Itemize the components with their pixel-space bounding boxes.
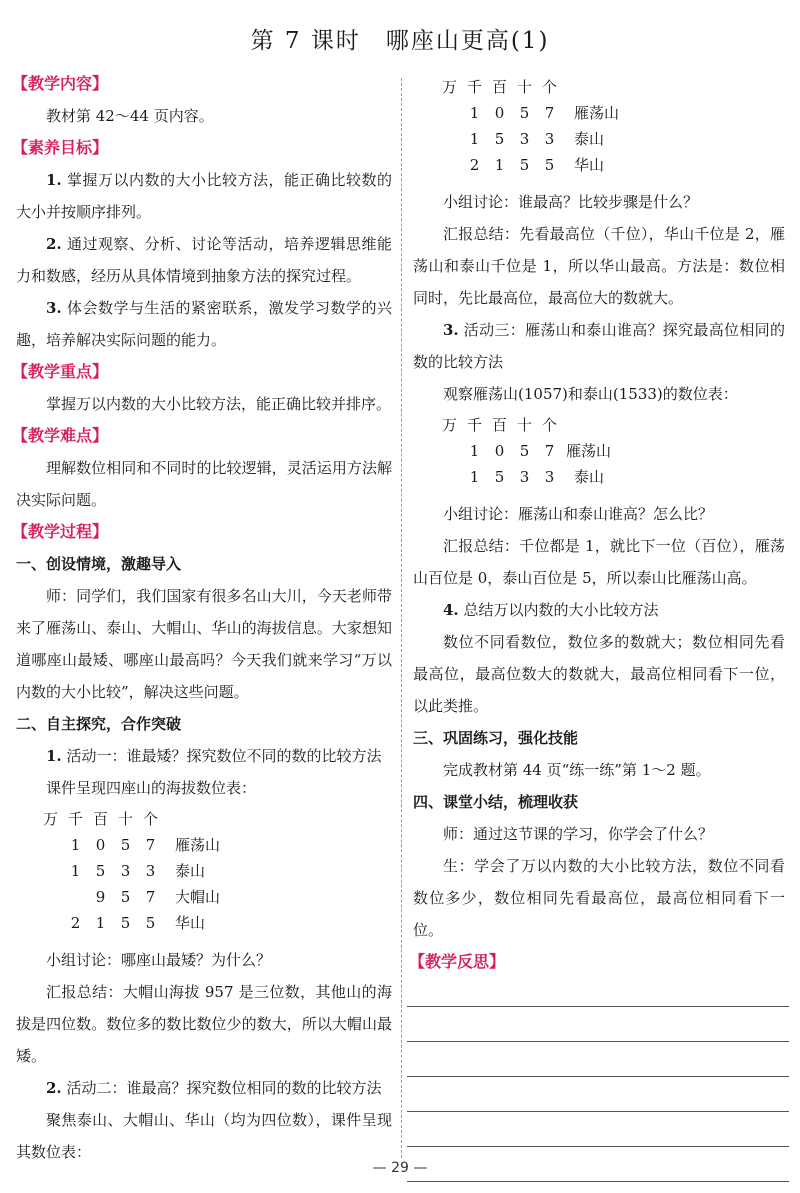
summary-3: 汇报总结：千位都是 1，就比下一位（百位），雁荡山百位是 0，泰山百位是 5，所以泰山比雁荡山高。 [413, 537, 785, 587]
mountain-name: 华山 [574, 156, 605, 174]
activity-3-text: 活动三：雁荡山和泰山谁高？探究最高位相同的数的比较方法 [413, 321, 785, 371]
activity-1-text: 活动一：谁最矮？探究数位不同的数的比较方法 [66, 747, 382, 765]
teaching-content: 教材第 42～44 页内容。 [46, 107, 214, 125]
table-cell: 2 [469, 156, 480, 174]
left-column [12, 68, 392, 1168]
activity-3-intro: 观察雁荡山(1057)和泰山(1533)的数位表： [443, 385, 738, 403]
table-header-cell: 万 [441, 78, 457, 96]
table-header-cell: 十 [516, 416, 532, 434]
table-cell: 1 [469, 104, 480, 122]
activity-3-title [413, 314, 785, 378]
activity-1-intro: 课件呈现四座山的海拔数位表： [46, 779, 257, 797]
step-1-heading: 一、创设情境，激趣导入 [16, 555, 182, 573]
writing-line[interactable] [407, 1006, 789, 1007]
discussion-3: 小组讨论：雁荡山和泰山谁高？怎么比？ [443, 505, 714, 523]
place-value-table-3 [413, 412, 785, 490]
table-cell: 1 [469, 468, 480, 486]
table-row [38, 858, 392, 884]
section-heading-content: 【教学内容】 [12, 74, 109, 93]
table-cell: 1 [70, 836, 81, 854]
table-cell: 3 [519, 468, 530, 486]
table-cell: 0 [95, 836, 106, 854]
step-1-text: 师：同学们，我们国家有很多名山大川，今天老师带来了雁荡山、泰山、大帽山、华山的海拔信息。大家想知道哪座山最矮、哪座山最高吗？今天我们就来学习“万以内数的大小比较”，解决这些问题。 [16, 587, 392, 701]
activity-4-number: 4. [443, 601, 459, 619]
place-value-table-2 [413, 74, 785, 178]
goal-3-number: 3. [46, 299, 62, 317]
activity-3-number: 3. [443, 321, 459, 339]
table-header-cell: 个 [541, 416, 557, 434]
writing-line[interactable] [407, 1076, 789, 1077]
mountain-name: 泰山 [175, 862, 206, 880]
table-header-row [437, 412, 785, 438]
table-row [38, 884, 392, 910]
method-summary: 数位不同看数位，数位多的数就大；数位相同先看最高位，最高位数大的数就大，最高位相同看下一位，以此类推。 [413, 633, 785, 715]
table-cell: 5 [120, 836, 131, 854]
goal-1-number: 1. [46, 171, 62, 189]
mountain-name: 大帽山 [175, 888, 221, 906]
table-header-cell: 个 [142, 810, 158, 828]
activity-2-text: 活动二：谁最高？探究数位相同的数的比较方法 [66, 1079, 382, 1097]
activity-1-title [16, 740, 392, 772]
table-header-cell: 十 [117, 810, 133, 828]
table-header-cell: 十 [516, 78, 532, 96]
goal-2 [16, 228, 392, 292]
table-row [38, 832, 392, 858]
table-cell: 0 [494, 104, 505, 122]
section-heading-key-points: 【教学重点】 [12, 362, 109, 381]
table-cell: 1 [469, 442, 480, 460]
mountain-name: 雁荡山 [566, 442, 612, 460]
goal-1-text: 掌握万以内数的大小比较方法，能正确比较数的大小并按顺序排列。 [16, 171, 392, 221]
goal-2-number: 2. [46, 235, 62, 253]
table-cell: 5 [519, 104, 530, 122]
step-3-heading: 三、巩固练习，强化技能 [413, 729, 579, 747]
activity-2-intro: 聚焦泰山、大帽山、华山（均为四位数），课件呈现其数位表： [16, 1111, 392, 1161]
table-cell: 7 [544, 442, 555, 460]
table-cell: 3 [544, 130, 555, 148]
writing-line[interactable] [407, 1111, 789, 1112]
activity-4-text: 总结万以内数的大小比较方法 [463, 601, 659, 619]
teacher-question: 师：通过这节课的学习，你学会了什么？ [443, 825, 714, 843]
table-cell: 3 [145, 862, 156, 880]
table-cell: 3 [120, 862, 131, 880]
goal-2-text: 通过观察、分析、讨论等活动，培养逻辑思维能力和数感，经历从具体情境到抽象方法的探究过程。 [16, 235, 392, 285]
mountain-name: 雁荡山 [175, 836, 221, 854]
page-number: — 29 — [372, 1160, 428, 1176]
table-cell: 5 [120, 914, 131, 932]
table-cell: 5 [519, 156, 530, 174]
summary-2: 汇报总结：先看最高位（千位），华山千位是 2，雁荡山和泰山千位是 1，所以华山最高。方法是：数位相同时，先比最高位，最高位大的数就大。 [413, 225, 785, 307]
key-points-text: 掌握万以内数的大小比较方法，能正确比较并排序。 [46, 395, 392, 413]
table-header-row [38, 806, 392, 832]
page-title: 第 7 课时 哪座山更高(1) [250, 28, 550, 54]
step-2-heading: 二、自主探究，合作突破 [16, 715, 182, 733]
table-cell: 3 [519, 130, 530, 148]
writing-line[interactable] [407, 1181, 789, 1182]
table-row [437, 152, 785, 178]
writing-line[interactable] [407, 1041, 789, 1042]
activity-4-title [413, 594, 785, 626]
section-heading-reflection: 【教学反思】 [409, 952, 506, 971]
table-cell: 5 [519, 442, 530, 460]
mountain-name: 雁荡山 [574, 104, 620, 122]
section-heading-process: 【教学过程】 [12, 522, 109, 541]
right-column [409, 74, 785, 1182]
discussion-1: 小组讨论：哪座山最矮？为什么？ [46, 951, 272, 969]
table-row [437, 464, 785, 490]
mountain-name: 泰山 [574, 468, 605, 486]
table-cell: 2 [70, 914, 81, 932]
table-cell: 0 [494, 442, 505, 460]
column-divider [401, 78, 402, 1158]
goal-3 [16, 292, 392, 356]
mountain-name: 泰山 [574, 130, 605, 148]
table-cell: 5 [544, 156, 555, 174]
table-header-cell: 个 [541, 78, 557, 96]
table-cell: 7 [544, 104, 555, 122]
table-header-cell: 万 [42, 810, 58, 828]
summary-1: 汇报总结：大帽山海拔 957 是三位数，其他山的海拔是四位数。数位多的数比数位少的数大，所以大帽山最矮。 [16, 983, 392, 1065]
place-value-table-1 [16, 806, 392, 936]
table-cell: 7 [145, 836, 156, 854]
table-cell: 5 [494, 468, 505, 486]
difficulties-text: 理解数位相同和不同时的比较逻辑，灵活运用方法解决实际问题。 [16, 459, 392, 509]
reflection-lines [407, 1006, 789, 1182]
table-header-cell: 万 [441, 416, 457, 434]
discussion-2: 小组讨论：谁最高？比较步骤是什么？ [443, 193, 699, 211]
table-cell: 5 [494, 130, 505, 148]
goal-1 [16, 164, 392, 228]
table-cell: 9 [95, 888, 106, 906]
activity-2-number: 2. [46, 1079, 62, 1097]
section-heading-goals: 【素养目标】 [12, 138, 109, 157]
step-3-text: 完成教材第 44 页“练一练”第 1～2 题。 [443, 761, 711, 779]
table-cell: 1 [494, 156, 505, 174]
table-cell: 7 [145, 888, 156, 906]
table-header-cell: 百 [491, 416, 507, 434]
step-4-heading: 四、课堂小结，梳理收获 [413, 793, 579, 811]
mountain-name: 华山 [175, 914, 206, 932]
table-cell: 1 [70, 862, 81, 880]
table-row [38, 910, 392, 936]
table-header-cell: 千 [67, 810, 83, 828]
table-header-cell: 百 [491, 78, 507, 96]
table-header-cell: 千 [466, 78, 482, 96]
table-cell: 5 [120, 888, 131, 906]
student-answer: 生：学会了万以内数的大小比较方法，数位不同看数位多少，数位相同先看最高位，最高位相同看下一位。 [413, 857, 785, 939]
activity-1-number: 1. [46, 747, 62, 765]
table-header-cell: 百 [92, 810, 108, 828]
table-cell: 1 [469, 130, 480, 148]
activity-2-title [16, 1072, 392, 1104]
table-cell: 1 [95, 914, 106, 932]
writing-line[interactable] [407, 1146, 789, 1147]
table-header-cell: 千 [466, 416, 482, 434]
section-heading-difficulties: 【教学难点】 [12, 426, 109, 445]
table-cell: 5 [145, 914, 156, 932]
table-row [437, 126, 785, 152]
table-cell: 5 [95, 862, 106, 880]
goal-3-text: 体会数学与生活的紧密联系，激发学习数学的兴趣，培养解决实际问题的能力。 [16, 299, 392, 349]
table-row [437, 100, 785, 126]
table-header-row [437, 74, 785, 100]
table-cell: 3 [544, 468, 555, 486]
table-row [437, 438, 785, 464]
